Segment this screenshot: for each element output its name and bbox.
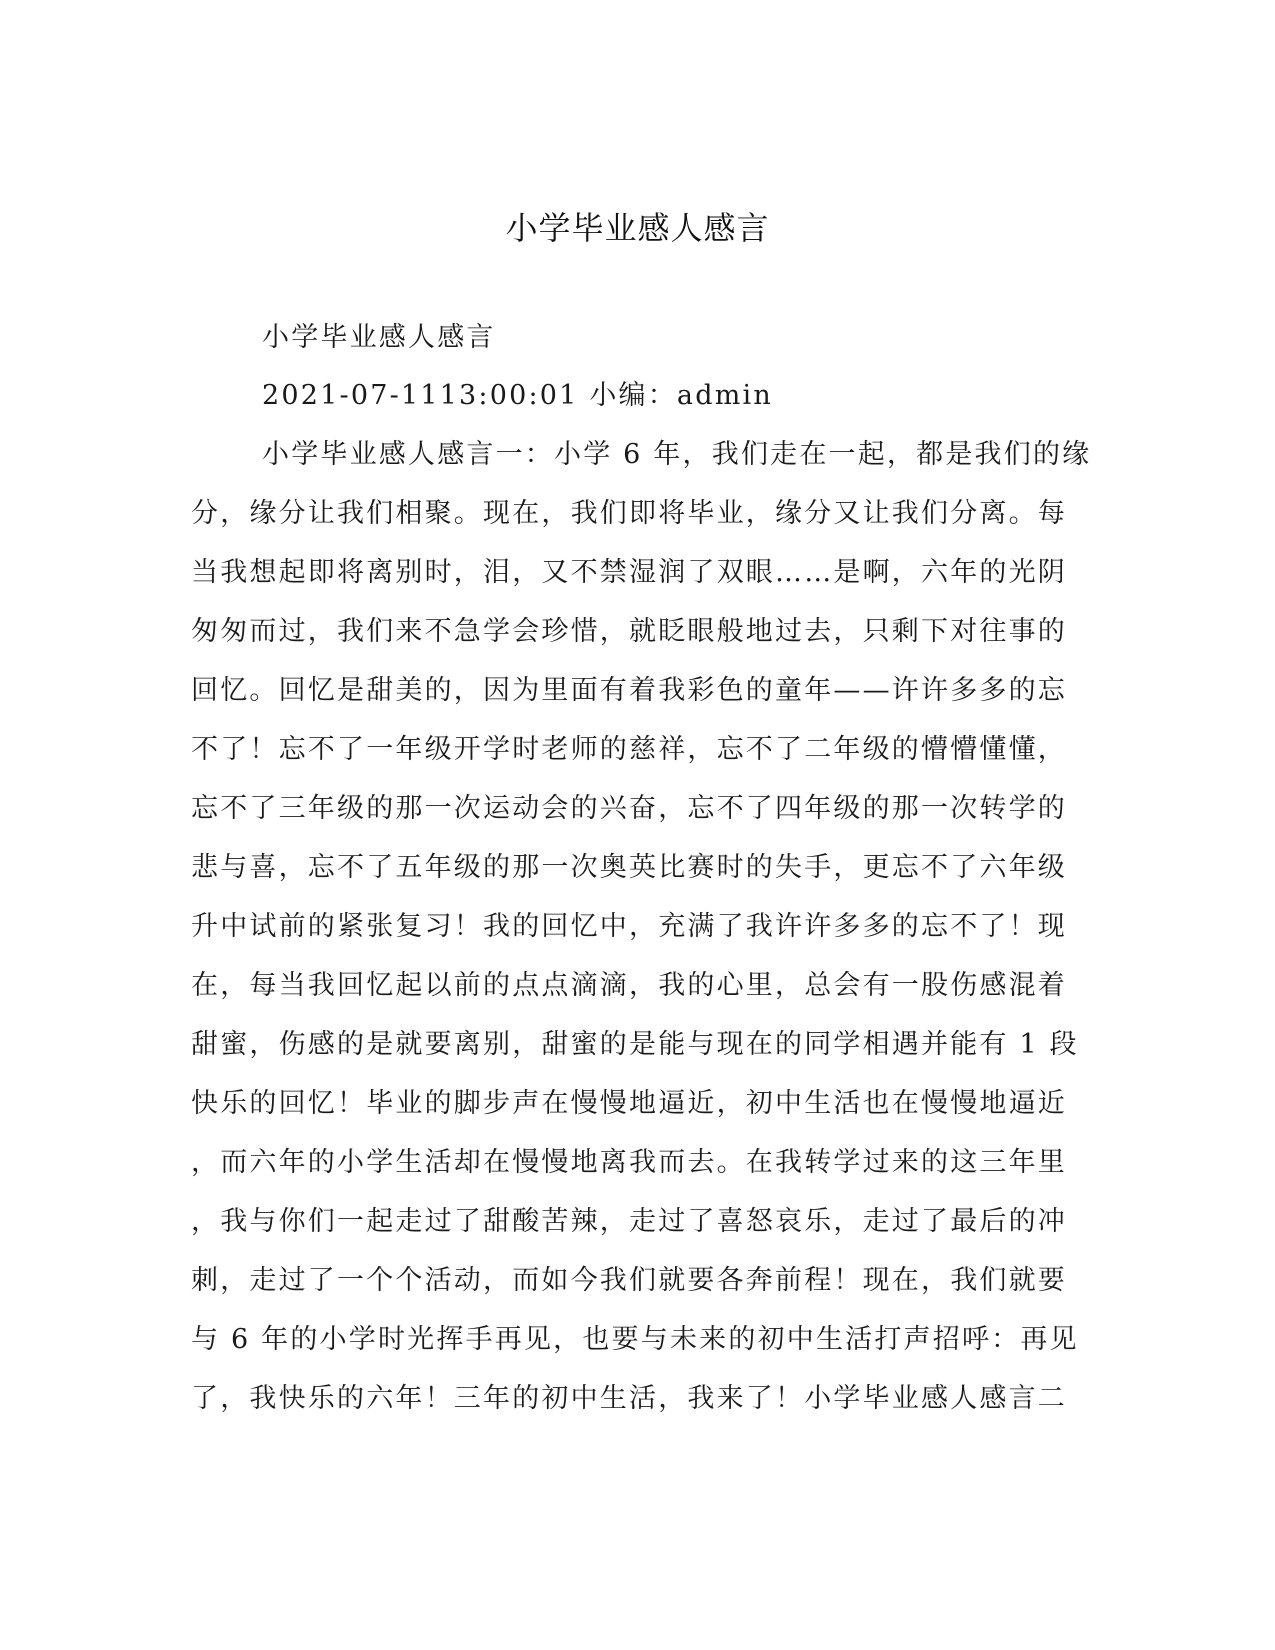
body-line: 匆匆而过，我们来不急学会珍惜，就眨眼般地过去，只剩下对往事的 [191,616,1067,647]
body-line: 升中试前的紧张复习！我的回忆中，充满了我许许多多的忘不了！现 [191,911,1067,942]
body-line: 甜蜜，伤感的是就要离别，甜蜜的是能与现在的同学相遇并能有 1 段 [191,1029,1079,1060]
body-line: 当我想起即将离别时，泪，又不禁湿润了双眼……是啊，六年的光阴 [191,557,1067,588]
body-line: 小学毕业感人感言一：小学 6 年，我们走在一起，都是我们的缘 [262,439,1092,470]
body-line: 忘不了三年级的那一次运动会的兴奋，忘不了四年级的那一次转学的 [191,793,1067,824]
body-line: 了，我快乐的六年！三年的初中生活，我来了！小学毕业感人感言二 [191,1383,1067,1414]
document-subtitle: 小学毕业感人感言 [262,322,496,353]
body-line: 快乐的回忆！毕业的脚步声在慢慢地逼近，初中生活也在慢慢地逼近 [191,1088,1067,1119]
body-line: 分，缘分让我们相聚。现在，我们即将毕业，缘分又让我们分离。每 [191,498,1067,529]
body-line: 在，每当我回忆起以前的点点滴滴，我的心里，总会有一股伤感混着 [191,970,1067,1001]
body-line: 回忆。回忆是甜美的，因为里面有着我彩色的童年——许许多多的忘 [191,675,1067,706]
body-line: 刺，走过了一个个活动，而如今我们就要各奔前程！现在，我们就要 [191,1265,1067,1296]
body-line: 不了！忘不了一年级开学时老师的慈祥，忘不了二年级的懵懵懂懂， [191,734,1067,765]
body-line: 与 6 年的小学时光挥手再见，也要与未来的初中生活打声招呼：再见 [191,1324,1079,1355]
document-meta: 2021-07-1113:00:01 小编：admin [262,380,773,411]
body-line: ，而六年的小学生活却在慢慢地离我而去。在我转学过来的这三年里 [191,1147,1067,1178]
body-line: ，我与你们一起走过了甜酸苦辣，走过了喜怒哀乐，走过了最后的冲 [191,1206,1067,1237]
document-title: 小学毕业感人感言 [505,209,770,247]
body-line: 悲与喜，忘不了五年级的那一次奥英比赛时的失手，更忘不了六年级 [191,852,1067,883]
